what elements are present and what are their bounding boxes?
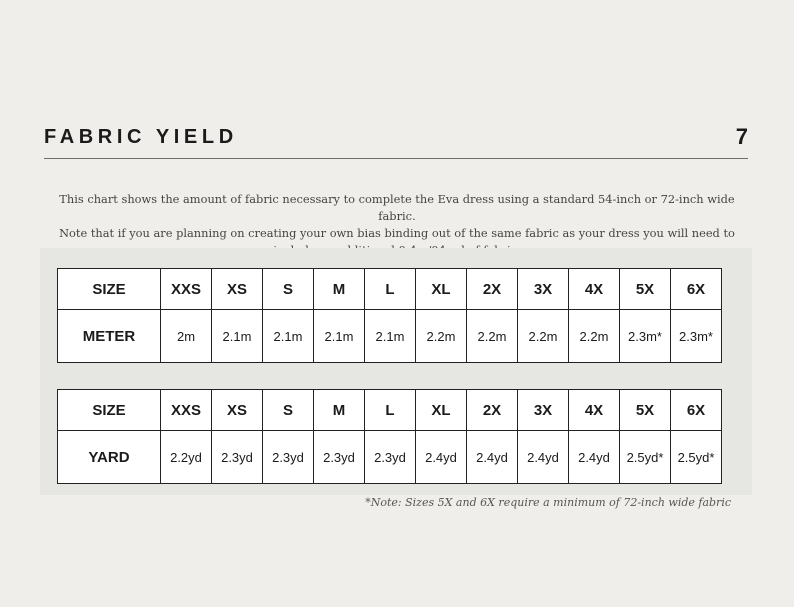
size-cell: M	[314, 269, 365, 310]
size-cell: XS	[212, 390, 263, 431]
meter-value-cell: 2.2m	[416, 310, 467, 363]
meter-values-row	[58, 310, 722, 363]
meter-value-cell: 2.2m	[467, 310, 518, 363]
meter-value-cell: 2.1m	[365, 310, 416, 363]
yard-value-cell: 2.3yd	[212, 431, 263, 484]
yard-value-cell: 2.4yd	[416, 431, 467, 484]
size-cell: 5X	[620, 269, 671, 310]
size-cell: 3X	[518, 390, 569, 431]
meter-value-cell: 2.1m	[212, 310, 263, 363]
yard-values-row	[58, 431, 722, 484]
yard-value-cell: 2.3yd	[314, 431, 365, 484]
size-cell: 6X	[671, 390, 722, 431]
size-cell: XXS	[161, 390, 212, 431]
size-cell: 4X	[569, 390, 620, 431]
yard-value-cell: 2.5yd*	[620, 431, 671, 484]
size-cell: L	[365, 390, 416, 431]
size-cell: XL	[416, 390, 467, 431]
size-cell: L	[365, 269, 416, 310]
size-label-cell: SIZE	[58, 390, 161, 431]
meter-value-cell: 2.1m	[263, 310, 314, 363]
yard-yield-table	[57, 389, 722, 484]
meter-value-cell: 2.3m*	[671, 310, 722, 363]
size-cell: 3X	[518, 269, 569, 310]
size-cell: 2X	[467, 269, 518, 310]
size-header-row	[58, 269, 722, 310]
size-cell: M	[314, 390, 365, 431]
yard-value-cell: 2.3yd	[263, 431, 314, 484]
size-cell: XL	[416, 269, 467, 310]
size-cell: 6X	[671, 269, 722, 310]
yard-value-cell: 2.5yd*	[671, 431, 722, 484]
size-label-cell: SIZE	[58, 269, 161, 310]
size-cell: S	[263, 390, 314, 431]
meter-value-cell: 2.2m	[569, 310, 620, 363]
yard-value-cell: 2.4yd	[467, 431, 518, 484]
size-cell: 5X	[620, 390, 671, 431]
page-number: 7	[735, 124, 748, 149]
meter-label-cell: METER	[58, 310, 161, 363]
page-title: FABRIC YIELD	[44, 126, 238, 148]
size-cell: 4X	[569, 269, 620, 310]
meter-value-cell: 2.2m	[518, 310, 569, 363]
meter-value-cell: 2.1m	[314, 310, 365, 363]
size-cell: XS	[212, 269, 263, 310]
yard-value-cell: 2.2yd	[161, 431, 212, 484]
yard-label-cell: YARD	[58, 431, 161, 484]
meter-yield-table	[57, 268, 722, 363]
yard-value-cell: 2.3yd	[365, 431, 416, 484]
meter-value-cell: 2m	[161, 310, 212, 363]
size-header-row	[58, 390, 722, 431]
meter-value-cell: 2.3m*	[620, 310, 671, 363]
intro-line: Note that if you are planning on creating your own bias binding out of the same fabric as your dress you will need to	[59, 226, 735, 240]
intro-line: This chart shows the amount of fabric necessary to complete the Eva dress using a standard 54-inch or 72-inch wide fabric.	[59, 192, 735, 223]
page-header	[44, 124, 748, 159]
size-cell: S	[263, 269, 314, 310]
yard-value-cell: 2.4yd	[518, 431, 569, 484]
footnote: *Note: Sizes 5X and 6X require a minimum of 72-inch wide fabric	[365, 496, 731, 509]
size-cell: 2X	[467, 390, 518, 431]
yard-value-cell: 2.4yd	[569, 431, 620, 484]
size-cell: XXS	[161, 269, 212, 310]
